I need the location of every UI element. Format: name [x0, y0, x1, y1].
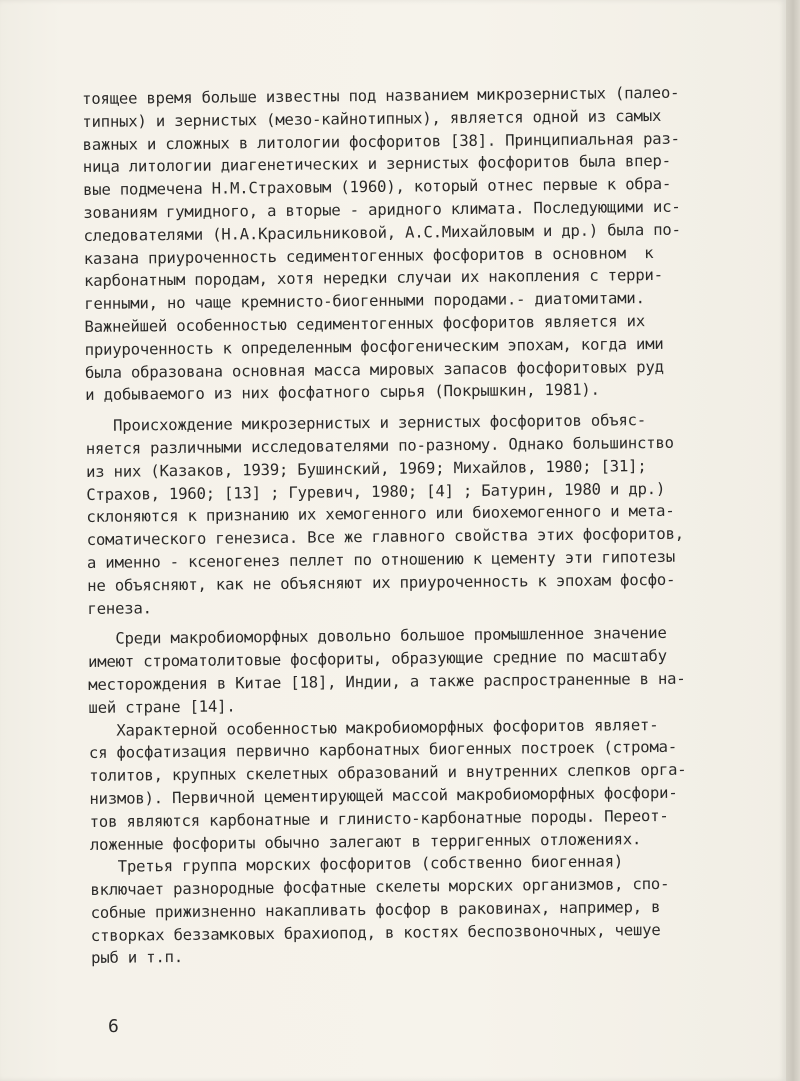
text-line: тов являются карбонатные и глинисто-карбонатные породы. Переот- [89, 806, 669, 831]
text-line: не объясняют, как не объясняют их приуроченность к эпохам фосфо- [87, 570, 676, 595]
text-line: генными, но чаще кремнисто-биогенными породами.- диатомитами. [84, 289, 645, 314]
text-line: включает разнородные фосфатные скелеты морских организмов, спо- [90, 874, 670, 900]
text-line: приуроченность к определенным фосфогеническим эпохам, когда ими [84, 334, 664, 359]
page-edge [786, 0, 800, 1081]
page-number: 6 [108, 1016, 119, 1037]
text-line: месторождения в Китае [18], Индии, а также распространенные в на- [88, 669, 686, 694]
text-line: няется различными исследователями по-разному. Однако большинство [85, 433, 674, 458]
text-line: тоящее время больше известны под названием микрозернистых (палео- [82, 83, 680, 108]
text-line: типных) и зернистых (мезо-кайнотипных), является одной из самых [82, 106, 662, 131]
text-line: Среди макробиоморфных довольно большое промышленное значение [87, 624, 667, 649]
text-line: Третья группа морских фосфоритов (собственно биогенная) [90, 852, 624, 877]
text-line: створках беззамковых брахиопод, в костях беспозвоночных, чешуе [90, 920, 661, 945]
text-line: вые подмечена Н.М.Страховым (1960), который отнес первые к обра- [82, 175, 672, 200]
text-line: зованиям гумидного, а вторые - аридного климата. Последующими ис- [83, 197, 681, 222]
paragraph-3 [88, 622, 729, 720]
text-line: собные прижизненно накапливать фосфор в раковинах, например, в [90, 897, 661, 922]
text-line: а именно - ксеногенез пеллет по отношению к цементу эти гипотезы [86, 547, 676, 572]
text-line: и добываемого из них фосфатного сырья (Покрышкин, 1981). [85, 380, 600, 405]
text-line: следователями (Н.А.Красильниковой, А.С.Михайловым и др.) была по- [83, 220, 681, 245]
text-line: соматического генезиса. Все же главного свойства этих фосфоритов, [86, 524, 685, 550]
text-line: генеза. [87, 598, 152, 618]
text-line: ница литологии диагенетических и зернистых фосфоритов была впер- [82, 152, 671, 177]
text-line: низмов). Первичной цементирующей массой макробиоморфных фосфори- [89, 783, 678, 808]
text-line: была образована основная масса мировых запасов фосфоритовых руд [84, 357, 664, 382]
text-line: Характерной особенностью макробиоморфных фосфоритов являет- [88, 715, 659, 740]
text-line: из них (Казаков, 1939; Бушинский, 1969; Михайлов, 1980; [31]; [85, 456, 647, 481]
text-line: рыб и т.п. [91, 948, 184, 968]
paragraph-2 [85, 408, 727, 620]
text-line: шей стране [14]. [88, 697, 236, 717]
text-line: карбонатным породам, хотя нередки случаи их накопления с терри- [83, 266, 663, 291]
text-line: Страхов, 1960; [13] ; Гуревич, 1980; [4] ; Батурин, 1980 и др.) [86, 479, 666, 504]
text-line: важных и сложных в литологии фосфоритов [38]. Принципиальная раз- [82, 129, 680, 154]
text-line: ложенные фосфориты обычно залегают в терригенных отложениях. [89, 829, 642, 854]
text-line: Происхождение микрозернистых и зернистых фосфоритов объяс- [85, 411, 647, 436]
paragraph-4 [89, 713, 732, 970]
paragraph-1 [82, 81, 725, 407]
text-line: толитов, крупных скелетных образований и внутренних слепков орга- [89, 760, 687, 786]
text-line: казана приуроченность седиментогенных фосфоритов в основном к [83, 243, 654, 268]
body-text [82, 81, 731, 970]
text-line: ся фосфатизация первично карбонатных биогенных построек (строма- [88, 738, 678, 763]
text-line: Важнейшей особенностью седиментогенных фосфоритов является их [84, 312, 646, 336]
text-line: склоняются к признанию их хемогенного или биохемогенного и мета- [86, 502, 675, 527]
text-line: имеют строматолитовые фосфориты, образующие средние по масштабу [87, 647, 667, 672]
